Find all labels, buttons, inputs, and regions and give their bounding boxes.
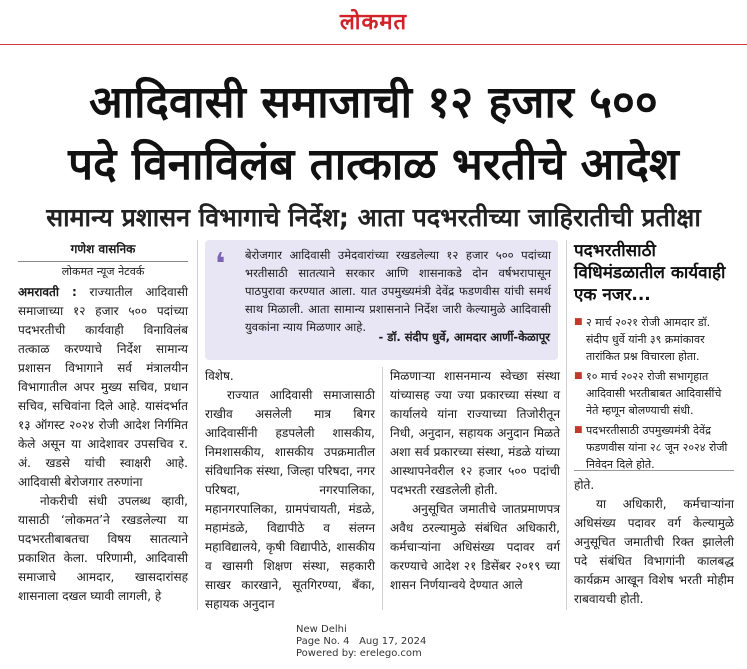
article-paragraph: मिळणाऱ्या शासनमान्य स्वेच्छा संस्था यांच्यासह ज्या ज्या प्रकारच्या संस्था व कार्यालये यांना राज्याच्या तिजोरीतून निधी, अनुदान, सहायक अनुदान मिळते अशा सर्व प्रकारच्या संस्था, मंडळे यांच्या आस्थापनेवरील १२ हजार ५०० पदांची पदभरती रखडलेली होती.: [390, 369, 560, 497]
article-column-3: [390, 367, 560, 595]
article-paragraph: राज्यात आदिवासी समाजासाठी राखीव असलेली मात्र बिगर आदिवासींनी हडपलेली शासकीय, निमशासकीय, शासकीय उपक्रमातील संविधानिक संस्था, जिल्हा परिषदा, नगर परिषदा, नगरपालिका, महानगरपालिका, ग्रामपंचायती, मंडळे, महामंडळे, विद्यापीठे व संलग्न महाविद्यालये, कृषी विद्यापीठे, शासकीय व खासगी शिक्षण संस्था, सहकारी साखर कारखाने, सूतगिरण्या, बँका, सहायक अनुदान: [205, 388, 375, 611]
sidebar-list: [574, 314, 734, 476]
footer-city: New Delhi: [296, 624, 347, 635]
footer-date: Aug 17, 2024: [359, 636, 427, 647]
quote-icon: ❛: [215, 247, 226, 282]
sidebar-list-item: ■ २ मार्च २०२१ रोजी आमदार डॉ. संदीप धुर्वे यांनी ३९ क्रमांकावर तारांकित प्रश्न विचारला होता.: [574, 314, 734, 365]
masthead: [0, 0, 747, 45]
article-column-1: [18, 240, 188, 606]
headline-line-2: पदे विनाविलंब तात्काळ भरतीचे आदेश: [68, 139, 679, 190]
byline-author: गणेश वासनिक: [18, 240, 188, 262]
column-divider: [382, 367, 383, 610]
footer-page: Page No. 4: [296, 636, 350, 647]
article-paragraph: अनुसूचित जमातीचे जातप्रमाणपत्र अवैध ठरल्यामुळे संबंधित अधिकारी, कर्मचाऱ्यांना अधिसंख्य पदावर वर्ग करण्याचे आदेश २१ डिसेंबर २०१९ च्या शासन निर्णयान्वये देण्यात आले: [390, 502, 560, 592]
sidebar-divider: [574, 470, 734, 471]
article-paragraph: या अधिकारी, कर्मचाऱ्यांना अधिसंख्य पदावर वर्ग केल्यामुळे अनुसूचित जमातीची रिक्त झालेली पदे संबंधित विभागांनी कालबद्ध कार्यक्रम आखून विशेष भरती मोहीम राबवायची होती.: [574, 497, 734, 606]
page-footer: [296, 624, 456, 660]
sidebar-title: पदभरतीसाठी विधिमंडळातील कार्यवाही एक नजर...: [574, 241, 726, 305]
article-paragraph: होते.: [574, 478, 595, 492]
footer-page-date: [296, 636, 456, 648]
sidebar-list-item: ■ १० मार्च २०२२ रोजी सभागृहात आदिवासी भरतीबाबत आदिवासींचे नेते म्हणून बोलण्याची संधी.: [574, 368, 734, 419]
pull-quote-text: बेरोजगार आदिवासी उमेदवारांच्या रखडलेल्या १२ हजार ५०० पदांच्या भरतीसाठी सातत्याने सरकार आणि शासनाकडे दोन वर्षभरापासून पाठपुरावा करण्यात आला. यात उपमुख्यमंत्री देवेंद्र फडणवीस यांची समर्थ साथ मिळाली. आता सामान्य प्रशासनाने निर्देश जारी केल्यामुळे आदिवासी युवकांना न्याय मिळणार आहे.: [245, 248, 551, 334]
article-column-2: [205, 367, 375, 614]
newspaper-logo: लोकमत: [339, 10, 408, 35]
article-paragraph: [18, 283, 188, 492]
pull-quote-author: - डॉ. संदीप धुर्वे, आमदार आर्णी-केळापूर: [378, 330, 550, 344]
headline-line-1: आदिवासी समाजाची १२ हजार ५००: [89, 77, 658, 128]
byline-agency: लोकमत न्यूज नेटवर्क: [61, 265, 145, 278]
article-paragraph: विशेष.: [205, 369, 234, 383]
footer-powered: Powered by: erelego.com: [296, 648, 422, 659]
article-paragraph: नोकरीची संधी उपलब्ध व्हावी, यासाठी ‘लोकमत’ने रखडलेल्या या पदभरतीबाबतचा विषय सातत्याने प्रकाशित केला. परिणामी, आदिवासी समाजाचे आमदार, खासदारांसह शासनाला दखल घ्यावी लागली, हे: [18, 494, 188, 603]
dateline: अमरावती :: [18, 285, 77, 299]
column-divider: [197, 240, 198, 610]
pull-quote-box: [205, 240, 558, 360]
subheadline: सामान्य प्रशासन विभागाचे निर्देश; आता पदभरतीच्या जाहिरातीची प्रतीक्षा: [46, 203, 701, 232]
article-column-4: [574, 476, 734, 609]
column-divider: [566, 240, 567, 610]
article-text: राज्यातील आदिवासी समाजाच्या १२ हजार ५०० पदांच्या पदभरतीची कार्यवाही विनाविलंब तत्काळ करण्याचे निर्देश सामान्य प्रशासन विभागाने सर्व मंत्रालयीन विभागातील अपर मुख्य सचिव, प्रधान सचिव, सचिवांना दिले आहे. यासंदर्भात १३ ऑगस्ट २०२४ रोजी आदेश निर्गमित केले असून या आदेशावर उपसचिव र. अं. खडसे यांची स्वाक्षरी आहे. आदिवासी बेरोजगार तरुणांना: [18, 285, 188, 489]
sidebar-list-item: ■ पदभरतीसाठी उपमुख्यमंत्री देवेंद्र फडणवीस यांना २८ जून २०२४ रोजी निवेदन दिले होते.: [574, 422, 734, 473]
